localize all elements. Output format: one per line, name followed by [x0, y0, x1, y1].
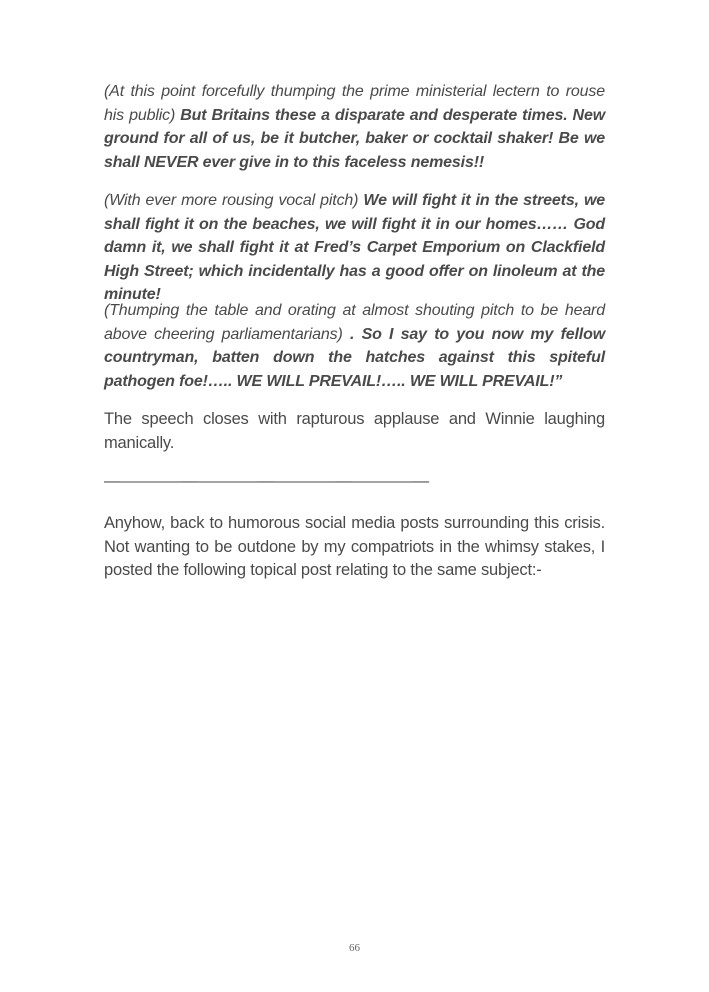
- stage-direction: (With ever more rousing vocal pitch): [104, 192, 359, 209]
- stage-direction: (Thumping the table and orating at almost shouting pitch to be heard above cheering parliamentarians): [104, 302, 605, 343]
- speech-paragraph-2: [104, 189, 605, 307]
- stage-direction: (At this point forcefully thumping the prime ministerial lectern to rouse his public): [104, 83, 605, 124]
- speech-paragraph-3: [104, 299, 605, 393]
- closing-paragraph: The speech closes with rapturous applause and Winnie laughing manically.: [104, 410, 605, 452]
- page-number: 66: [349, 942, 360, 954]
- speech-paragraph-1: [104, 80, 605, 174]
- speech-text: . So I say to you now my fellow countryman, batten down the hatches against this spiteful pathogen foe!….. WE WILL PREVAIL!….. WE WILL PREVAIL!”: [104, 325, 606, 390]
- section-separator: ————————————————————––: [104, 473, 429, 490]
- followup-paragraph: Anyhow, back to humorous social media posts surrounding this crisis. Not wanting to be outdone by my compatriots in the whimsy stakes, I posted the following topical post relating to the same subject:-: [104, 514, 605, 579]
- speech-text: We will fight it in the streets, we shall fight it on the beaches, we will fight it in our homes…… God damn it, we shall fight it at Fred’s Carpet Emporium on Clackfield High Street; which incidentally has a good offer on linoleum at the minute!: [104, 192, 605, 303]
- speech-text: But Britains these a disparate and desperate times. New ground for all of us, be it butcher, baker or cocktail shaker! Be we shall NEVER ever give in to this faceless nemesis!!: [104, 106, 606, 171]
